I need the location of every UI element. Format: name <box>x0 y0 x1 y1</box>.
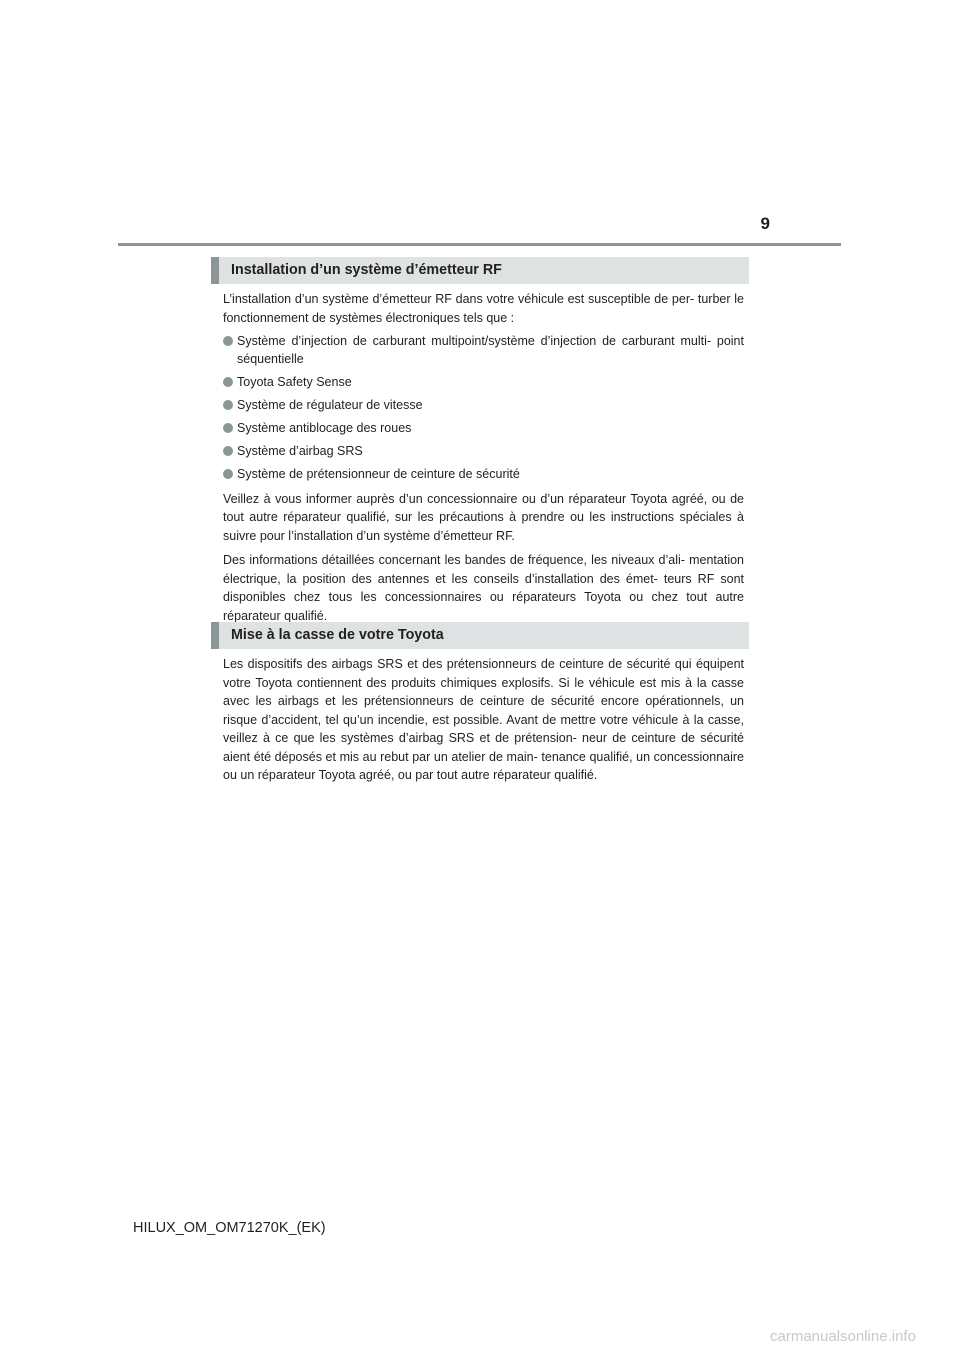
bullet-icon <box>223 469 233 479</box>
document-code: HILUX_OM_OM71270K_(EK) <box>133 1220 326 1236</box>
bullet-icon <box>223 446 233 456</box>
page-number: 9 <box>760 214 770 233</box>
watermark: carmanualsonline.info <box>770 1328 916 1345</box>
intro-paragraph: L’installation d’un système d’émetteur RF dans votre véhicule est susceptible de per- turber le fonctionnement de systèmes électroniques tels que : <box>223 292 744 325</box>
section-title: Installation d’un système d’émetteur RF <box>231 262 502 278</box>
paragraph: Veillez à vous informer auprès d’un concessionnaire ou d’un réparateur Toyota agréé, ou de tout autre réparateur qualifié, sur les précautions à prendre ou les instructions spéciales à suivre pour l’installation d’un système d’émetteur RF. <box>223 491 744 543</box>
section-body-rf-installation <box>223 290 744 625</box>
section-header-rf-installation <box>211 257 749 284</box>
paragraph: Des informations détaillées concernant les bandes de fréquence, les niveaux d’ali- mentation électrique, la position des antennes et les conseils d’installation des émet- teurs RF sont disponibles chez tous les concessionnaires ou réparateurs Toyota ou chez tout autre réparateur qualifié. <box>223 553 744 623</box>
section-header-disposal <box>211 622 749 649</box>
list-item: Système d’injection de carburant multipoint/système d’injection de carburant multi- point séquentielle <box>223 332 744 369</box>
list-item: Système antiblocage des roues <box>223 419 744 438</box>
section-title: Mise à la casse de votre Toyota <box>231 627 444 643</box>
affected-systems-list <box>223 332 744 484</box>
bullet-icon <box>223 400 233 410</box>
bullet-icon <box>223 423 233 433</box>
list-item: Système d’airbag SRS <box>223 442 744 461</box>
section-body-disposal <box>223 655 744 785</box>
top-rule <box>118 243 841 246</box>
bullet-icon <box>223 377 233 387</box>
list-item: Système de prétensionneur de ceinture de sécurité <box>223 465 744 484</box>
bullet-icon <box>223 336 233 346</box>
list-item: Système de régulateur de vitesse <box>223 396 744 415</box>
list-item: Toyota Safety Sense <box>223 373 744 392</box>
paragraph: Les dispositifs des airbags SRS et des prétensionneurs de ceinture de sécurité qui équipent votre Toyota contiennent des produits chimiques explosifs. Si le véhicule est mis à la casse avec les airbags et les prétensionneurs de ceinture de sécurité encore opérationnels, un risque d’accident, tel qu’un incendie, est possible. Avant de mettre votre véhicule à la casse, veillez à ce que les systèmes d’airbag SRS et de prétension- neur de ceinture de sécurité aient été déposés et mis au rebut par un atelier de main- tenance qualifié, un concessionnaire ou un réparateur Toyota agréé, ou par tout autre réparateur qualifié. <box>223 657 744 782</box>
